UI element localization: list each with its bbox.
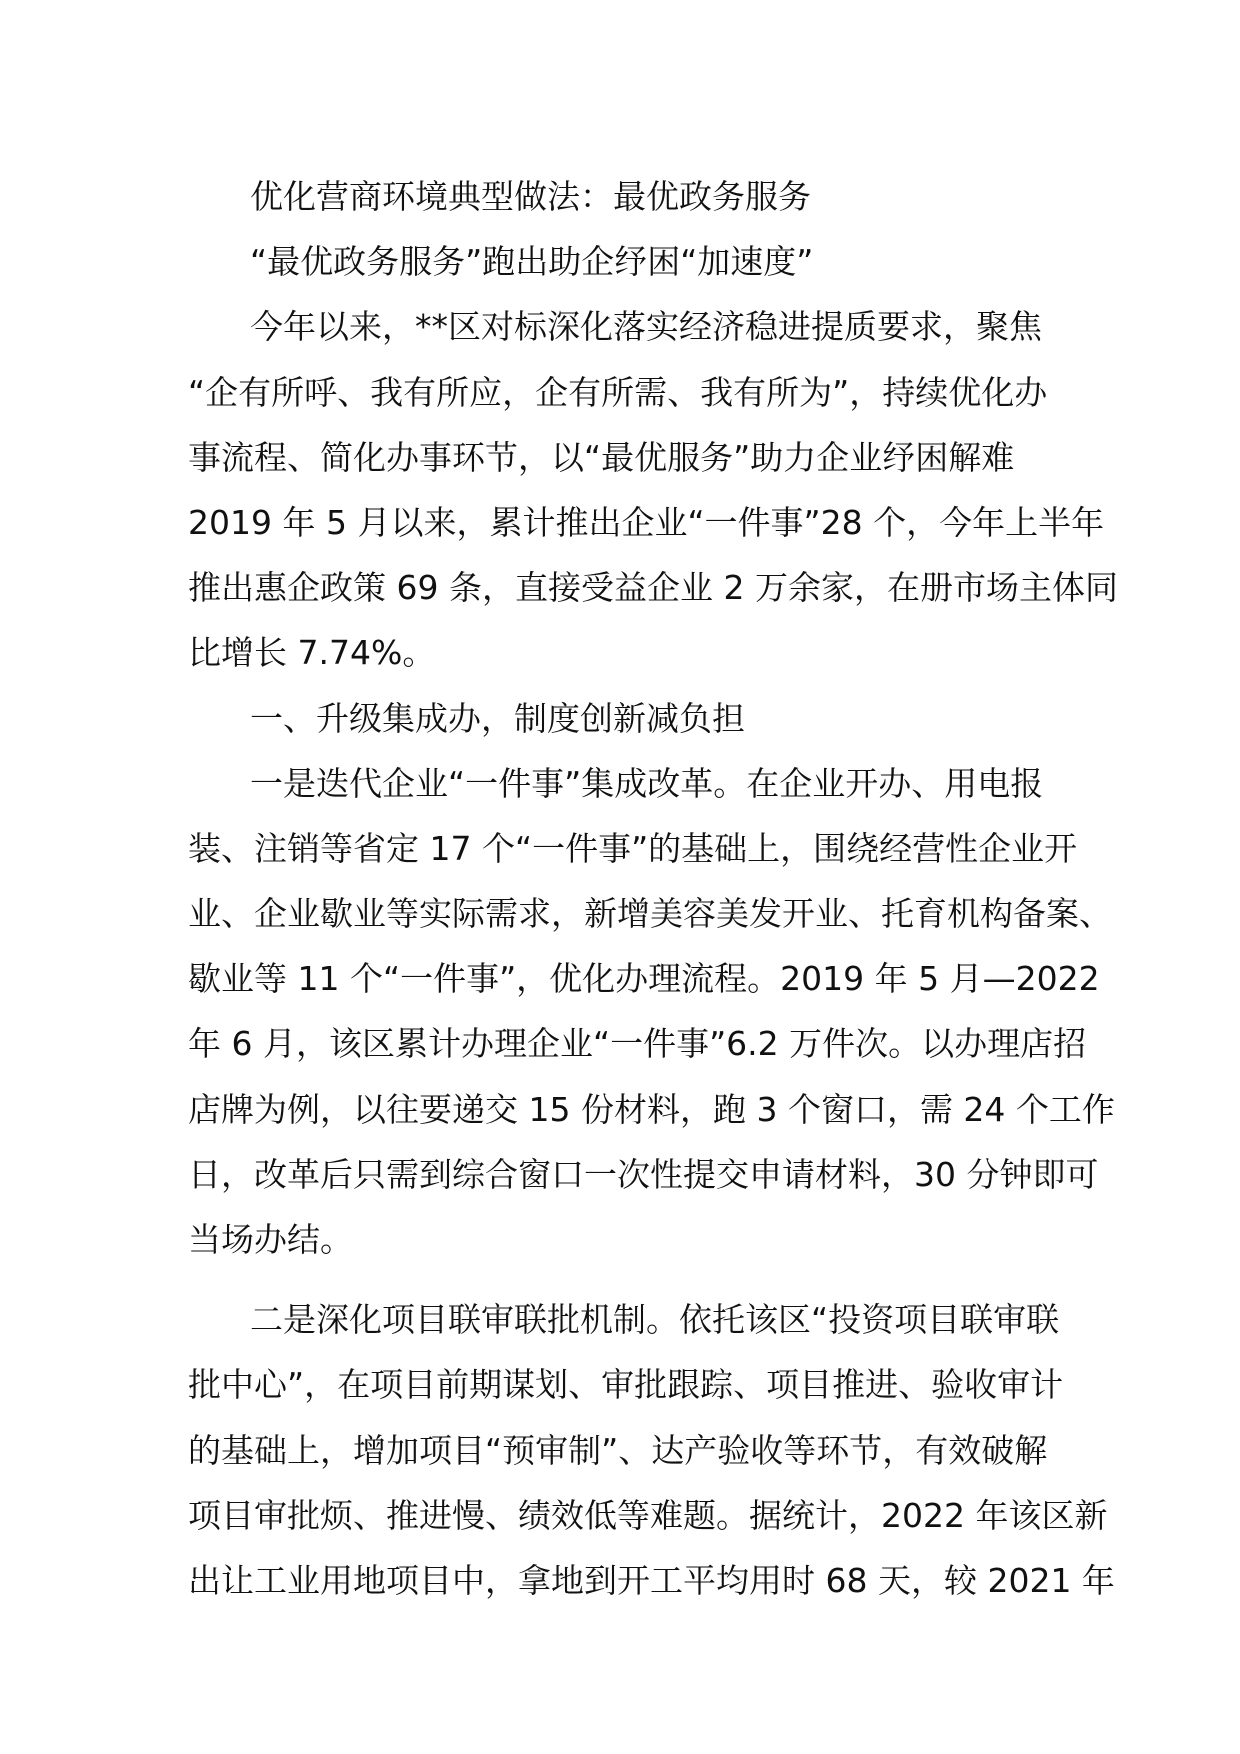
paragraph-line: 店牌为例，以往要递交 15 份材料，跑 3 个窗口，需 24 个工作: [188, 1089, 1115, 1129]
paragraph-line: 当场办结。: [188, 1220, 353, 1259]
section-heading: [188, 686, 1056, 751]
paragraph-line: 日，改革后只需到综合窗口一次性提交申请材料，30 分钟即可: [188, 1154, 1099, 1194]
paragraph-line: 装、注销等省定 17 个“一件事”的基础上，围绕经营性企业开: [188, 828, 1078, 868]
paragraph-line: 比增长 7.74%。: [188, 633, 436, 673]
document-subtitle: “最优政务服务”跑出助企纾困“加速度”: [250, 242, 814, 282]
paragraph-line: 一是迭代企业“一件事”集成改革。在企业开办、用电报: [250, 763, 1044, 803]
paragraph-line: 的基础上，增加项目“预审制”、达产验收等环节，有效破解: [188, 1430, 1048, 1470]
paragraph-line: 今年以来，**区对标深化落实经济稳进提质要求，聚焦: [250, 307, 1042, 347]
section-heading-line: 一、升级集成办，制度创新减负担: [250, 698, 745, 738]
document-body: [188, 164, 1118, 1613]
paragraph-line: 批中心”，在项目前期谋划、审批跟踪、项目推进、验收审计: [188, 1365, 1064, 1405]
paragraph-line: “企有所呼、我有所应，企有所需、我有所为”，持续优化办: [188, 372, 1048, 412]
paragraph-item-two: [188, 1287, 1115, 1613]
paragraph-line: 2019 年 5 月以来，累计推出企业“一件事”28 个，今年上半年: [188, 502, 1105, 542]
paragraph-line: 歇业等 11 个“一件事”，优化办理流程。2019 年 5 月—2022: [188, 959, 1100, 999]
paragraph-line: 推出惠企政策 69 条，直接受益企业 2 万余家，在册市场主体同: [188, 568, 1118, 608]
paragraph-spacer: [188, 1272, 1056, 1287]
paragraph-line: 业、企业歇业等实际需求，新增美容美发开业、托育机构备案、: [188, 894, 1112, 934]
document-title: 优化营商环境典型做法：最优政务服务: [250, 177, 811, 216]
paragraph-item-one: [188, 751, 1115, 1273]
paragraph-line: 项目审批烦、推进慢、绩效低等难题。据统计，2022 年该区新: [188, 1495, 1108, 1535]
paragraph-line: 事流程、简化办事环节，以“最优服务”助力企业纾困解难: [188, 437, 1015, 477]
paragraph-intro: [188, 294, 1118, 685]
paragraph-line: 年 6 月，该区累计办理企业“一件事”6.2 万件次。以办理店招: [188, 1024, 1087, 1064]
paragraph-line: 二是深化项目联审联批机制。依托该区“投资项目联审联: [250, 1300, 1060, 1340]
paragraph-line: 出让工业用地项目中，拿地到开工平均用时 68 天，较 2021 年: [188, 1560, 1115, 1600]
